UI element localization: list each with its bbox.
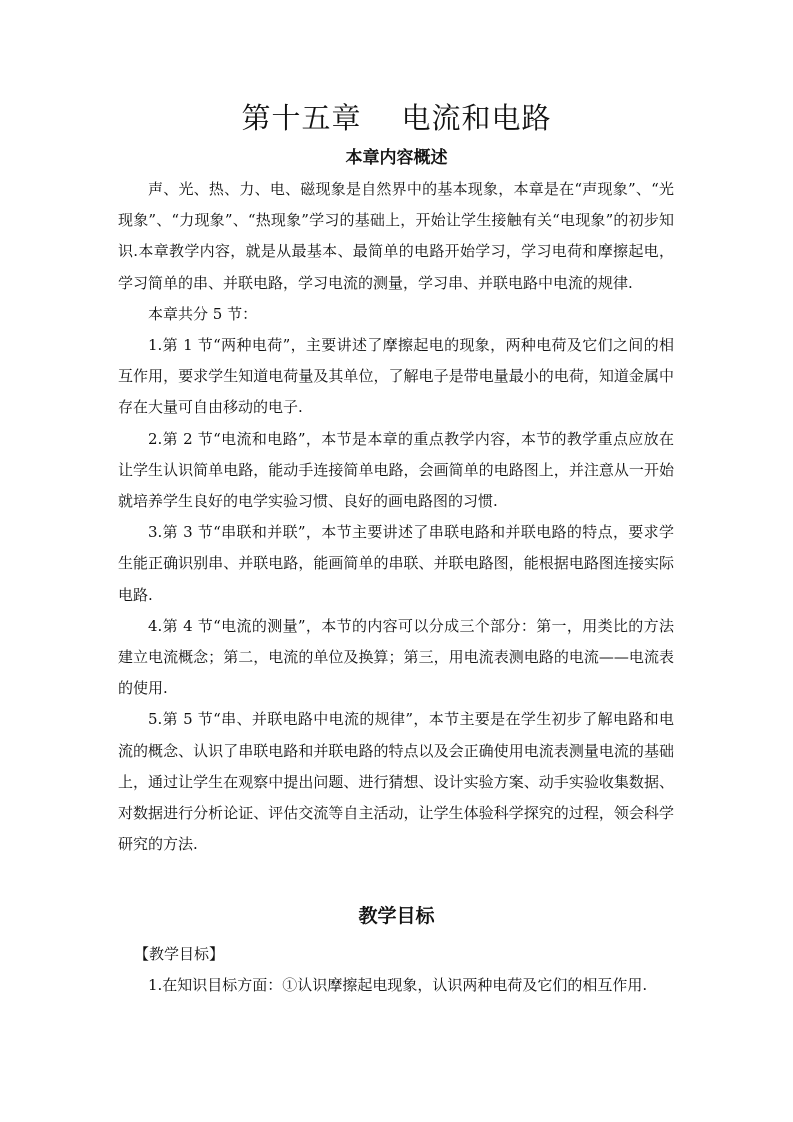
goals-label: 【教学目标】 xyxy=(134,945,225,963)
chapter-name: 电流和电路 xyxy=(401,101,552,135)
section-item-3: 3.第 3 节“串联和并联”，本节主要讲述了串联电路和并联电路的特点，要求学生能正确识别串、并联电路，能画简单的串联、并联电路图，能根据电路图连接实际电路. xyxy=(118,523,674,604)
section-item-1: 1.第 1 节“两种电荷”，主要讲述了摩擦起电的现象，两种电荷及它们之间的相互作用，要求学生知道电荷量及其单位，了解电子是带电量最小的电荷，知道金属中存在大量可自由移动的电子. xyxy=(118,336,674,417)
goals-heading: 教学目标 xyxy=(358,905,435,927)
goals-body xyxy=(118,939,674,1001)
overview-heading: 本章内容概述 xyxy=(345,148,448,168)
section-item-2: 2.第 2 节“电流和电路”，本节是本章的重点教学内容，本节的教学重点应放在让学生认识简单电路，能动手连接简单电路，会画简单的电路图上，并注意从一开始就培养学生良好的电学实验习惯、良好的画电路图的习惯. xyxy=(118,429,674,511)
section-item-4: 4.第 4 节“电流的测量”，本节的内容可以分成三个部分：第一，用类比的方法建立电流概念；第二，电流的单位及换算；第三，用电流表测电路的电流——电流表的使用. xyxy=(118,616,674,698)
goals-item-1: 1.在知识目标方面：①认识摩擦起电现象，认识两种电荷及它们的相互作用. xyxy=(148,976,648,995)
section-item-5: 5.第 5 节“串、并联电路中电流的规律”，本节主要是在学生初步了解电路和电流的概念、认识了串联电路和并联电路的特点以及会正确使用电流表测量电流的基础上，通过让学生在观察中提出问题、进行猜想、设计实验方案、动手实验收集数据、对数据进行分析论证、评估交流等自主活动，让学生体验科学探究的过程，领会科学研究的方法. xyxy=(118,710,674,854)
overview-intro-paragraph: 声、光、热、力、电、磁现象是自然界中的基本现象，本章是在“声现象”、“光现象”、“力现象”、“热现象”学习的基础上，开始让学生接触有关“电现象”的初步知识.本章教学内容，就是从最基本、最简单的电路开始学习，学习电荷和摩擦起电，学习简单的串、并联电路，学习电流的测量，学习串、并联电路中电流的规律. xyxy=(118,180,674,292)
chapter-title xyxy=(0,98,793,138)
sections-count-paragraph: 本章共分 5 节： xyxy=(148,304,258,323)
chapter-number: 第十五章 xyxy=(241,101,362,135)
overview-body xyxy=(118,174,674,860)
